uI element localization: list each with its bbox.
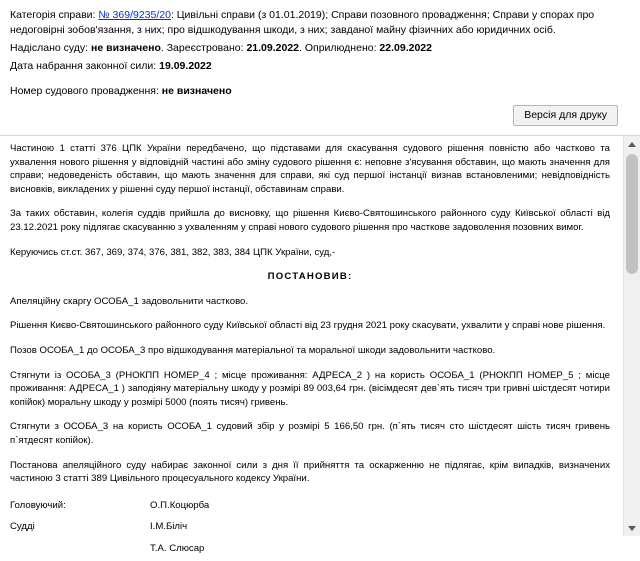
scroll-down-icon[interactable]	[624, 520, 640, 536]
proceeding-number-value: не визначено	[161, 85, 232, 97]
effective-date-line	[10, 59, 630, 74]
case-category-text: : Цивільні справи (з 01.01.2019); Справи позовного провадження; Справи у спорах про недоговірні зобов'язання, з них; про відшкодування шкоди, з них; завданої майну фізичних або юридичних осіб.	[10, 9, 595, 36]
signature-role: Головуючий:	[10, 499, 66, 511]
sent-to-court-label: Надіслано суду:	[10, 42, 89, 54]
scroll-up-icon[interactable]	[624, 136, 640, 152]
signature-name: О.П.Коцюрба	[150, 499, 210, 511]
signature-name: І.М.Біліч	[150, 521, 188, 533]
toolbar	[0, 105, 640, 131]
paragraph: Позов ОСОБА_1 до ОСОБА_3 про відшкодування матеріальної та моральної шкоди задовольнити частково.	[10, 344, 496, 356]
signatures-table	[10, 497, 610, 561]
document-text	[0, 136, 624, 554]
table-row	[10, 497, 610, 519]
paragraph: Апеляційну скаргу ОСОБА_1 задовольнити частково.	[10, 295, 249, 307]
table-row	[10, 518, 610, 540]
table-row	[10, 540, 610, 561]
case-category-line: Категорія справи: № 369/9235/20: Цивільні справи (з 01.01.2019); Справи позовного провадження; Справи у спорах про недоговірні зобов'язання, з них; про відшкодування шкоди, з них; завданої майну фізичних або юридичних осіб.	[10, 9, 595, 36]
case-category-label: Категорія справи	[10, 9, 93, 21]
signature-role	[10, 540, 150, 561]
paragraph: Стягнути із ОСОБА_3 (РНОКПП НОМЕР_4 ; місце проживання: АДРЕСА_2 ) на користь ОСОБА_1 (РНОКПП НОМЕР_5 ; місце проживання: АДРЕСА_1 ) заподіяну матеріальну шкоду у розмірі 89 003,64 грн. (вісімдесят дев`ять тисяч три гривні шістдесят чотири копійок) моральну шкоду у розмірі 5000 (поять тисяч) гривень.	[10, 369, 610, 408]
case-number-link[interactable]: № 369/9235/20	[98, 9, 171, 21]
vertical-scrollbar[interactable]	[623, 136, 640, 536]
paragraph: Частиною 1 статті 376 ЦПК України передбачено, що підставами для скасування судового рішення повністю або частково та ухвалення нового рішення у відповідній частині або зміну судового рішення є: неповне з'ясування обставин, що мають значення для справи; недоведеність обставин, що мають значення для справи, які суд першої інстанції визнав встановленими; невідповідність висновків, викладених у рішенні суду першої інстанції, обставинам справи.	[10, 143, 610, 195]
published-label: . Оприлюднено:	[299, 42, 377, 54]
print-version-button[interactable]: Версія для друку	[513, 105, 618, 126]
proceeding-number-line	[10, 84, 630, 99]
paragraph: Керуючись ст.ст. 367, 369, 374, 376, 381, 382, 383, 384 ЦПК України, суд,-	[10, 246, 336, 258]
proceeding-number-label: Номер судового провадження:	[10, 85, 159, 97]
effective-date-value: 19.09.2022	[159, 60, 212, 72]
ruling-heading: ПОСТАНОВИВ:	[267, 271, 353, 283]
published-value: 22.09.2022	[379, 42, 432, 54]
paragraph: Рішення Києво-Святошинського районного суду Київської області від 23 грудня 2021 року скасувати, ухвалити у справі нове рішення.	[10, 320, 606, 332]
registered-value: 21.09.2022	[246, 42, 300, 54]
paragraph: За таких обставин, колегія суддів прийшла до висновку, що рішення Києво-Святошинського районного суду Київської області від 23.12.2021 року підлягає скасуванню з ухваленням у справі нового судового рішення про часткове задоволення позовних вимог.	[10, 208, 610, 233]
document-scroll-area[interactable]	[0, 135, 640, 554]
scrollbar-thumb[interactable]	[626, 154, 638, 274]
signature-role: Судді	[10, 521, 35, 533]
effective-date-label: Дата набрання законної сили:	[10, 60, 157, 72]
sent-registered-published-line	[10, 41, 630, 56]
case-metadata	[0, 0, 640, 99]
signature-name: Т.А. Слюсар	[150, 542, 205, 554]
paragraph: Постанова апеляційного суду набирає законної сили з дня її прийняття та оскарженню не підлягає, крім випадків, визначених частиною 3 статті 389 Цивільного процесуального кодексу України.	[10, 459, 610, 485]
registered-label: . Зареєстровано:	[160, 42, 244, 54]
paragraph: Стягнути з ОСОБА_3 на користь ОСОБА_1 судовий збір у розмірі 5 166,50 грн. (п`ять тисяч сто шістдесят шість тисяч гривень п`ятдесят копійок).	[10, 421, 610, 446]
sent-to-court-value: не визначено	[91, 42, 161, 54]
